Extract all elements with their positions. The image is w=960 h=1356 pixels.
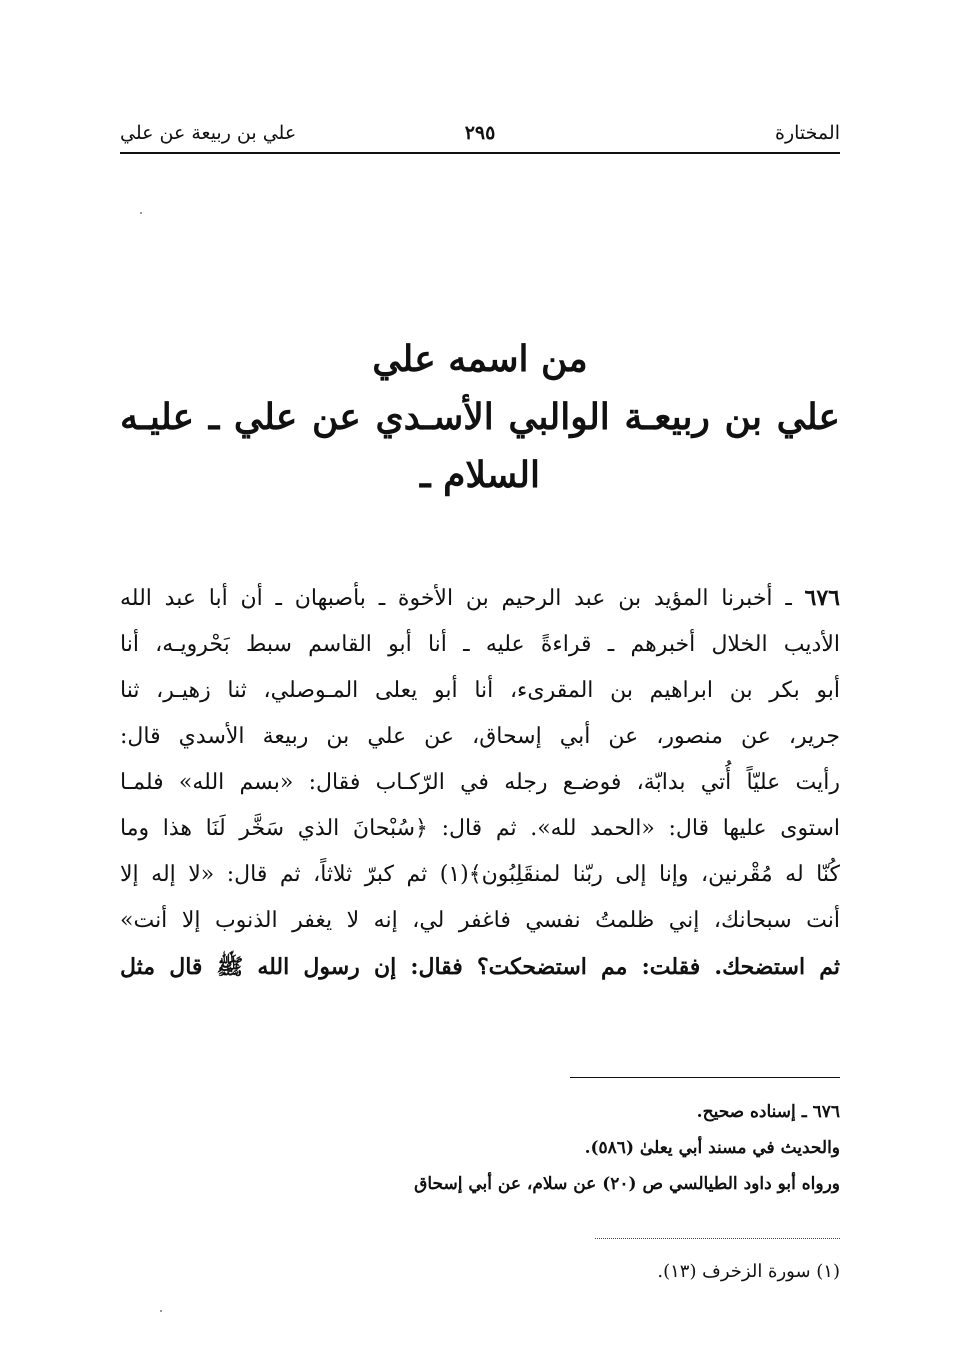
header-divider xyxy=(120,152,840,154)
note-line: ٦٧٦ ـ إسناده صحيح. xyxy=(696,1102,840,1122)
editor-notes xyxy=(120,1094,840,1202)
section-title: علي بن ربيعة عن علي xyxy=(120,122,297,144)
text-line: استوى عليها قال: «الحمد لله». ثم قال: ﴿سُبْحانَ الذي سَخَّر لَنَا هذا وما xyxy=(120,816,840,841)
chapter-heading-line-1: من اسمه علي xyxy=(372,338,588,380)
text-line: الأديب الخلال أخبرهم ـ قراءةً عليه ـ أنا أبو القاسم سبط بَحْرويـه، أنا xyxy=(120,632,840,657)
chapter-heading-line-2: علي بن ربيعـة الوالبي الأسـدي عن علي ـ عليـه xyxy=(120,396,840,438)
text-line: رأيت عليّاً أُتي بدابّة، فوضـع رجله في الرّكـاب فقال: «بسم الله» فلمـا xyxy=(120,770,840,795)
hadith-text xyxy=(120,575,840,990)
scan-speck xyxy=(140,212,142,214)
footnote: (١) سورة الزخرف (١٣). xyxy=(657,1261,840,1282)
page-number: ٢٩٥ xyxy=(464,122,496,144)
scan-speck xyxy=(160,1310,162,1312)
text-line: كُنّا له مُقْرنين، وإنا إلى ربّنا لمنقَلِبُون﴾(١) ثم كبرّ ثلاثاً، ثم قال: «لا إله إلا xyxy=(120,862,840,887)
book-title: المختارة xyxy=(775,122,840,144)
hadith-number: ٦٧٦ xyxy=(804,585,840,611)
text-line: أنت سبحانك، إني ظلمتُ نفسي فاغفر لي، إنه لا يغفر الذنوب إلا أنت» xyxy=(120,908,840,933)
text-line: جرير، عن منصور، عن أبي إسحاق، عن علي بن ربيعة الأسدي قال: xyxy=(120,724,840,749)
chapter-heading xyxy=(120,330,840,504)
text-line: ٦٧٦ ـ أخبرنا المؤيد بن عبد الرحيم بن الأخوة ـ بأصبهان ـ أن أبا عبد الله xyxy=(120,585,840,611)
footnote-divider xyxy=(595,1238,840,1239)
note-line: ورواه أبو داود الطيالسي ص (٢٠) عن سلام، عن أبي إسحاق xyxy=(414,1174,840,1194)
text-line: أبو بكر بن ابراهيم بن المقرىء، أنا أبو يعلى المـوصلي، ثنا زهيـر، ثنا xyxy=(120,678,840,703)
notes-divider xyxy=(570,1077,840,1078)
chapter-heading-line-3: السلام ـ xyxy=(420,454,540,496)
note-line: والحديث في مسند أبي يعلىٰ (٥٨٦). xyxy=(584,1138,840,1158)
text-line: ثم استضحك. فقلت: مم استضحكت؟ فقال: إن رسول الله ﷺ قال مثل xyxy=(120,954,840,980)
